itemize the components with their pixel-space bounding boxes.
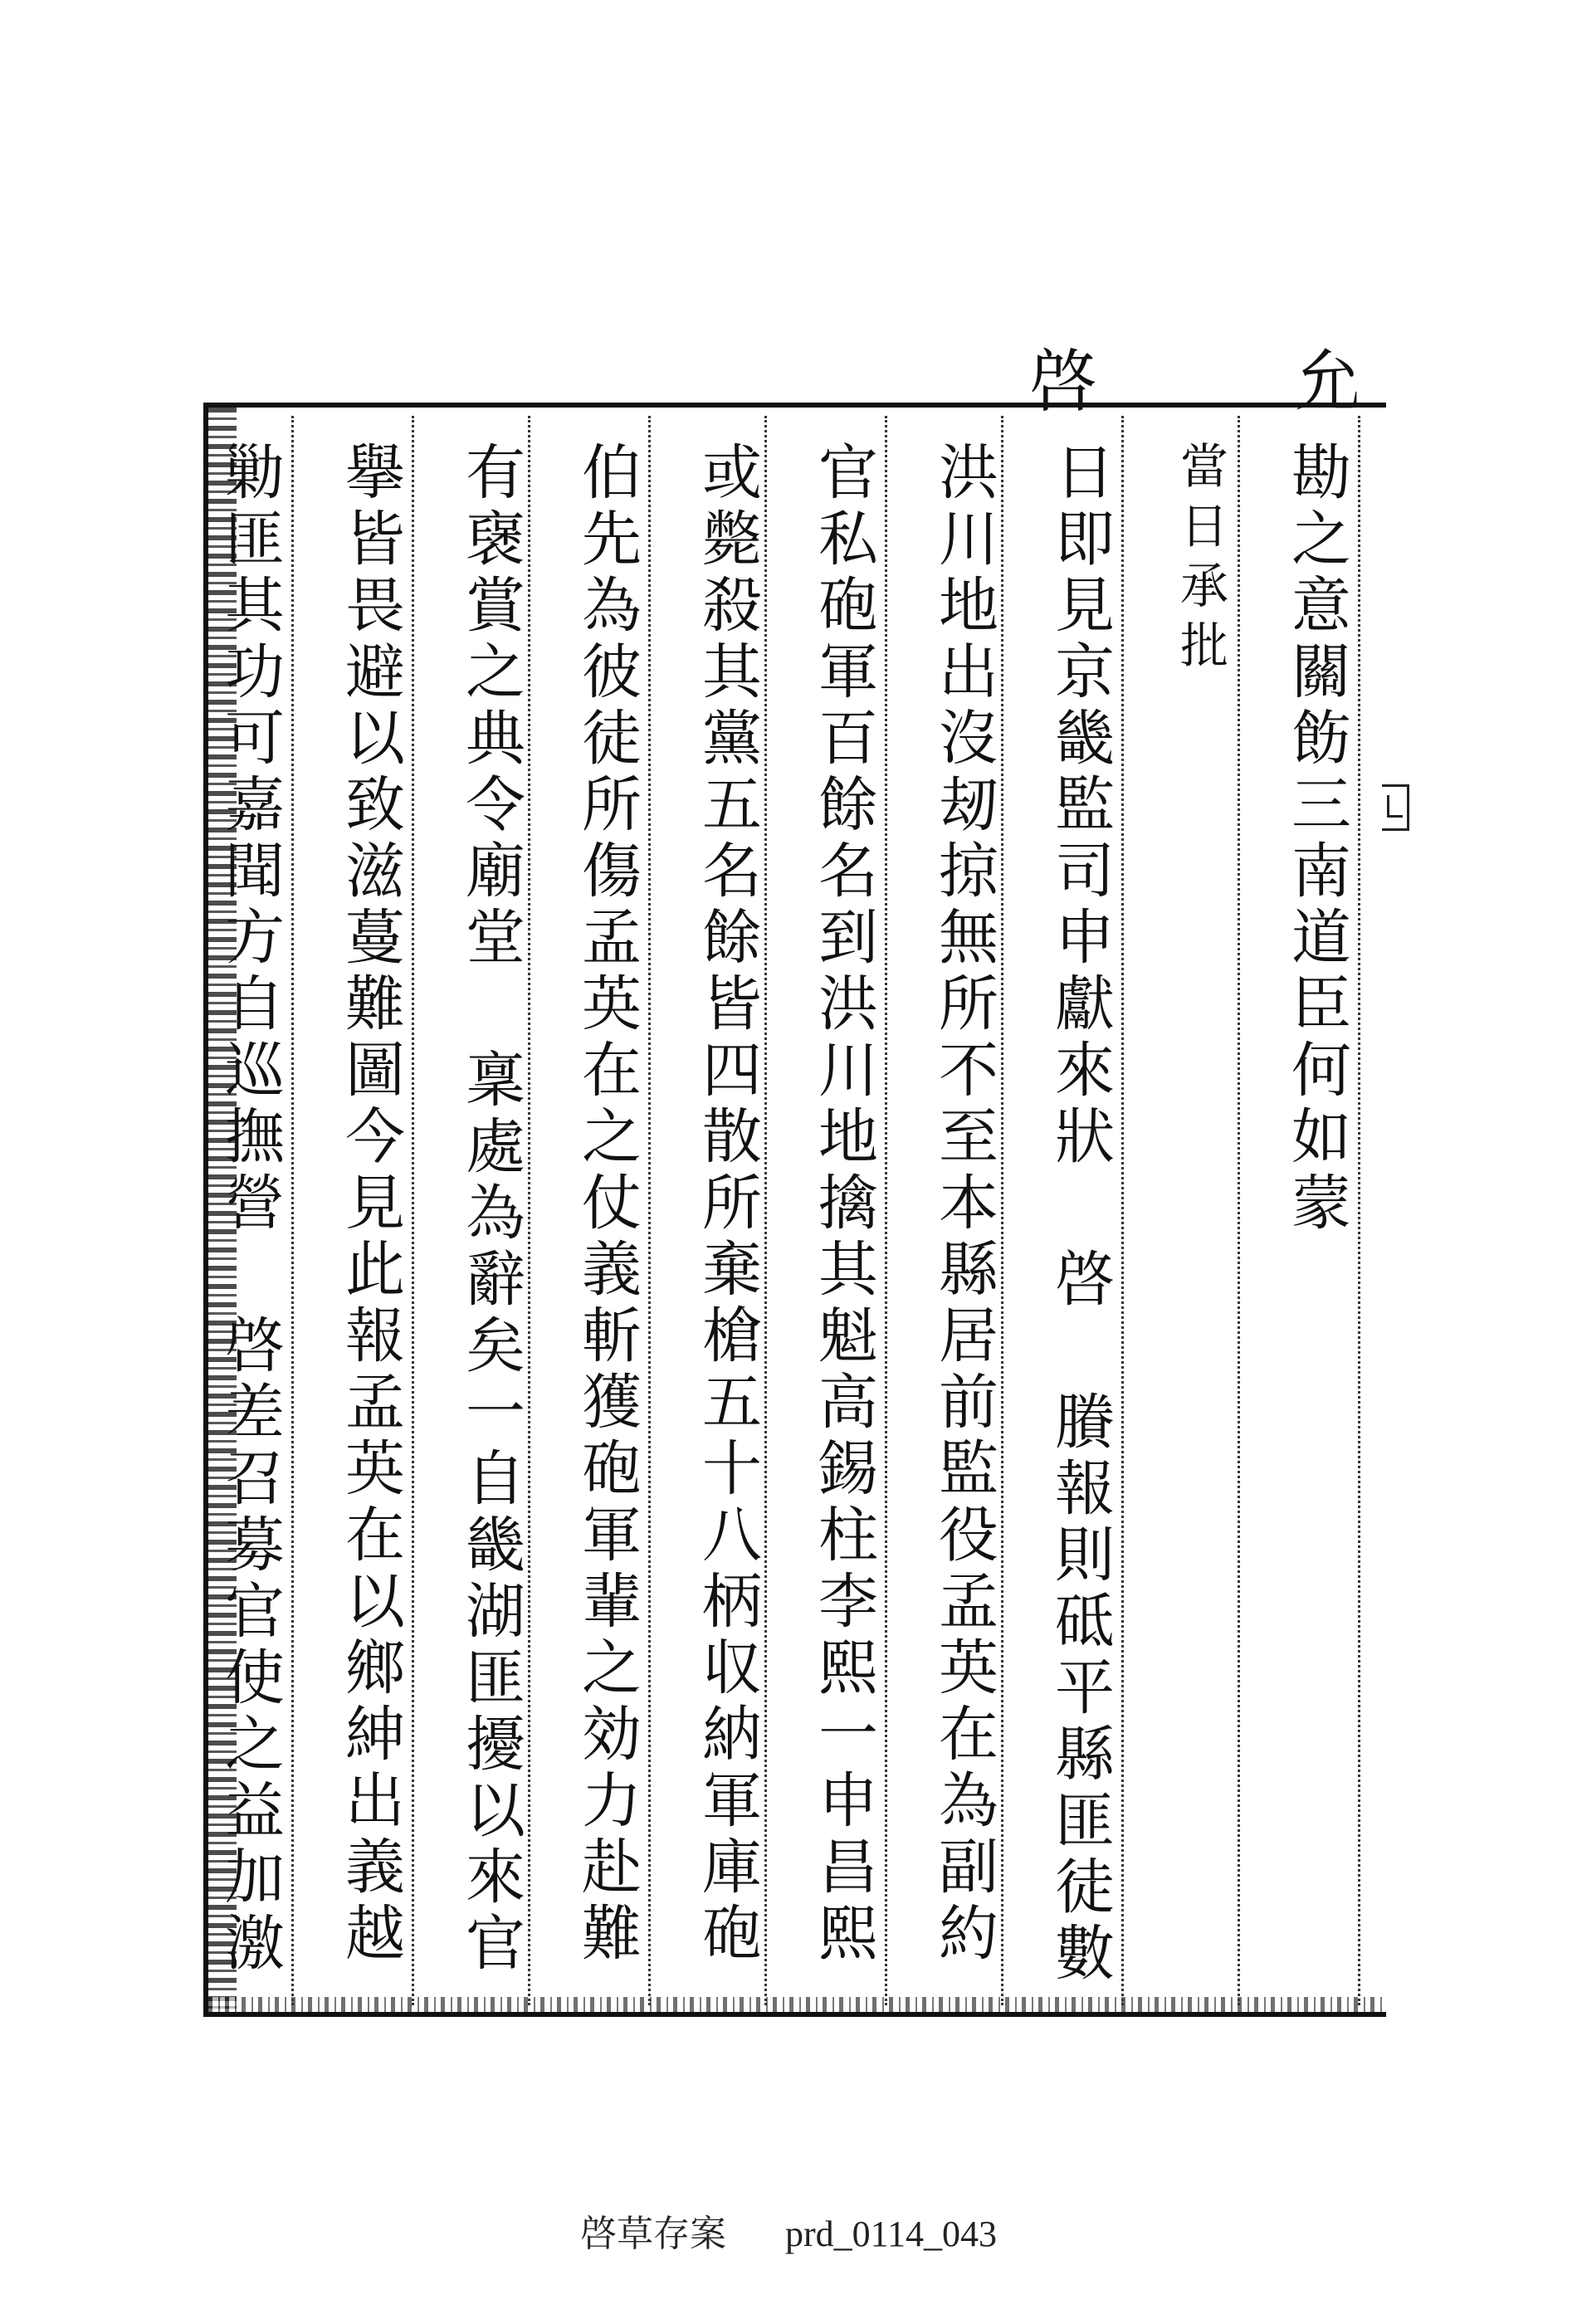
text-column-5: 官私砲軍百餘名到洪川地擒其魁高錫柱李熙一申昌熙	[808, 441, 878, 1968]
header	[979, 328, 1394, 422]
text-frame	[203, 403, 1386, 2017]
text-column-4: 洪川地出沒刼掠無所不至本縣居前監役孟英在為副約	[929, 441, 998, 1968]
text-column-1: 勘之意關飭三南道臣何如蒙	[1282, 441, 1351, 1238]
footer-caption	[0, 2204, 1577, 2257]
page-identifier: prd_0114_043	[784, 2214, 998, 2254]
text-column-3: 日即見京畿監司申獻來狀 啓 賸報則砥平縣匪徒數	[1045, 441, 1115, 1988]
text-column-8: 有襃賞之典令廟堂 稟處為辭矣一自畿湖匪擾以來官	[456, 441, 525, 1978]
header-mark: 允	[1295, 343, 1361, 420]
text-column-6: 或斃殺其黨五名餘皆四散所棄槍五十八柄収納軍庫砲	[692, 441, 762, 1968]
text-column-9: 擧皆畏避以致滋蔓難圖今見此報孟英在以鄉紳出義越	[335, 441, 405, 1968]
text-column-7: 伯先為彼徒所傷孟英在之仗義斬獲砲軍輩之効力赴難	[572, 441, 642, 1968]
page-edge-mark	[1382, 784, 1409, 831]
text-column-10: 勦匪其功可嘉聞方自巡撫營 啓差召募官使之益加激	[215, 441, 285, 1978]
text-column-2: 當日承批	[1172, 441, 1228, 680]
collection-title: 啓草存案	[579, 2214, 726, 2254]
header-title: 啓	[1029, 343, 1113, 422]
